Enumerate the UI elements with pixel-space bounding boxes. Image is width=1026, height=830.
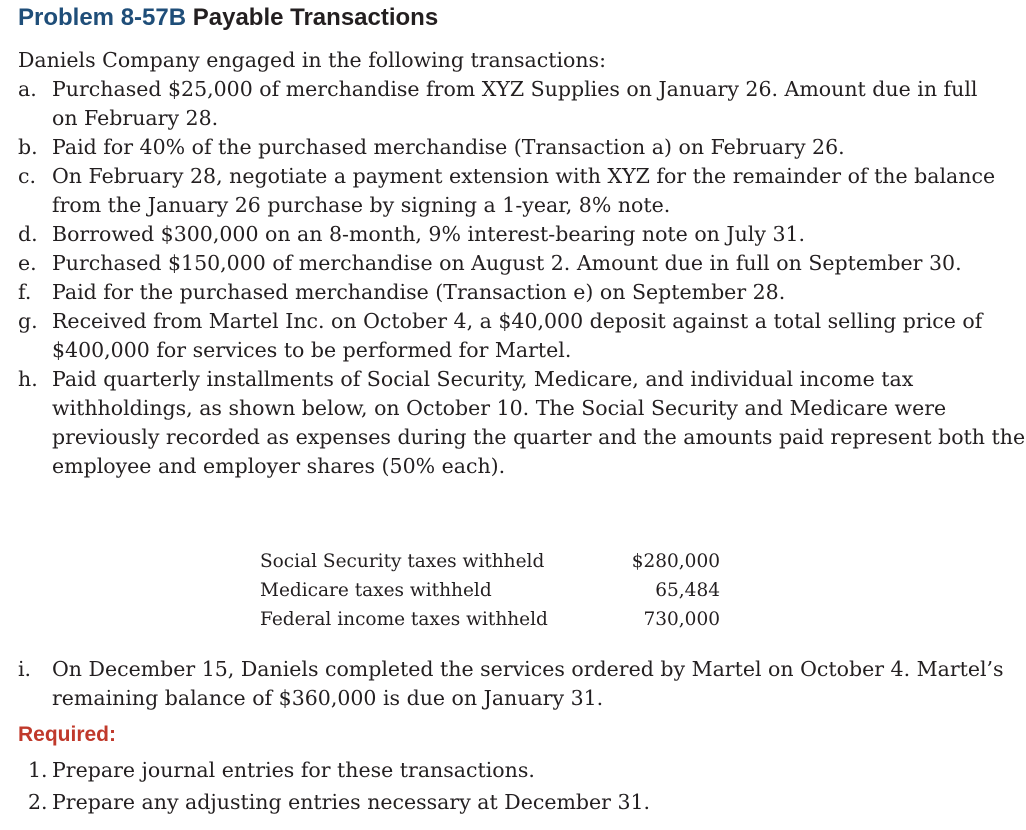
transaction-text: Paid for the purchased merchandise (Transaction e) on September 28. bbox=[52, 280, 786, 304]
transaction-letter: b. bbox=[18, 135, 38, 159]
transaction-text: On February 28, negotiate a payment extension with XYZ for the remainder of the balance bbox=[52, 164, 996, 188]
transaction-letter: h. bbox=[18, 367, 38, 391]
required-text: Prepare journal entries for these transactions. bbox=[52, 758, 535, 782]
transaction-letter: f. bbox=[18, 280, 32, 304]
tax-amount: $280,000 bbox=[631, 551, 720, 572]
transaction-text: Purchased $150,000 of merchandise on August 2. Amount due in full on September 30. bbox=[52, 251, 962, 275]
transaction-text: withholdings, as shown below, on October 10. The Social Security and Medicare were bbox=[52, 396, 947, 420]
required-heading: Required: bbox=[18, 723, 117, 746]
transaction-text: Purchased $25,000 of merchandise from XYZ Supplies on January 26. Amount due in full bbox=[52, 77, 978, 101]
problem-title bbox=[18, 4, 438, 32]
transaction-g bbox=[18, 307, 1018, 365]
tax-withholdings-table bbox=[260, 547, 720, 634]
transaction-letter: a. bbox=[18, 77, 37, 101]
transaction-list bbox=[18, 75, 1026, 481]
transaction-text: employee and employer shares (50% each). bbox=[52, 454, 506, 478]
transaction-text: previously recorded as expenses during the quarter and the amounts paid represent both the bbox=[52, 425, 1026, 449]
tax-label: Social Security taxes withheld bbox=[260, 551, 545, 572]
required-text: Prepare any adjusting entries necessary at December 31. bbox=[52, 790, 651, 814]
transaction-i bbox=[18, 655, 1026, 713]
problem-number: Problem 8-57B bbox=[18, 4, 187, 31]
required-list bbox=[28, 754, 650, 818]
tax-amount: 65,484 bbox=[655, 580, 720, 601]
tax-label: Federal income taxes withheld bbox=[260, 609, 548, 630]
transaction-letter: e. bbox=[18, 251, 37, 275]
transaction-b bbox=[18, 133, 1018, 162]
problem-name: Payable Transactions bbox=[192, 4, 439, 31]
intro-text: Daniels Company engaged in the following transactions: bbox=[18, 48, 606, 72]
tax-label: Medicare taxes withheld bbox=[260, 580, 492, 601]
transaction-text: from the January 26 purchase by signing a 1-year, 8% note. bbox=[52, 193, 671, 217]
transaction-text: Borrowed $300,000 on an 8-month, 9% interest-bearing note on July 31. bbox=[52, 222, 806, 246]
tax-amount: 730,000 bbox=[643, 609, 720, 630]
transaction-e bbox=[18, 249, 1018, 278]
transaction-c bbox=[18, 162, 1018, 220]
required-number: 2. bbox=[28, 790, 48, 814]
transaction-text: on February 28. bbox=[52, 106, 219, 130]
required-number: 1. bbox=[28, 758, 48, 782]
table-row bbox=[260, 547, 720, 576]
transaction-text: Received from Martel Inc. on October 4, a $40,000 deposit against a total selling price of bbox=[52, 309, 983, 333]
transaction-text: $400,000 for services to be performed for Martel. bbox=[52, 338, 572, 362]
list-item bbox=[28, 786, 650, 818]
transaction-d bbox=[18, 220, 1018, 249]
transaction-h bbox=[18, 365, 1026, 481]
transaction-text: remaining balance of $360,000 is due on January 31. bbox=[52, 686, 604, 710]
transaction-text: Paid quarterly installments of Social Security, Medicare, and individual income tax bbox=[52, 367, 914, 391]
transaction-letter: i. bbox=[18, 657, 32, 681]
list-item bbox=[28, 754, 650, 786]
transaction-text: On December 15, Daniels completed the services ordered by Martel on October 4. Martel’s bbox=[52, 657, 1004, 681]
transaction-letter: g. bbox=[18, 309, 38, 333]
transaction-letter: d. bbox=[18, 222, 38, 246]
transaction-text: Paid for 40% of the purchased merchandise (Transaction a) on February 26. bbox=[52, 135, 845, 159]
table-row bbox=[260, 576, 720, 605]
transaction-letter: c. bbox=[18, 164, 36, 188]
table-row bbox=[260, 605, 720, 634]
transaction-a bbox=[18, 75, 1018, 133]
transaction-f bbox=[18, 278, 1018, 307]
